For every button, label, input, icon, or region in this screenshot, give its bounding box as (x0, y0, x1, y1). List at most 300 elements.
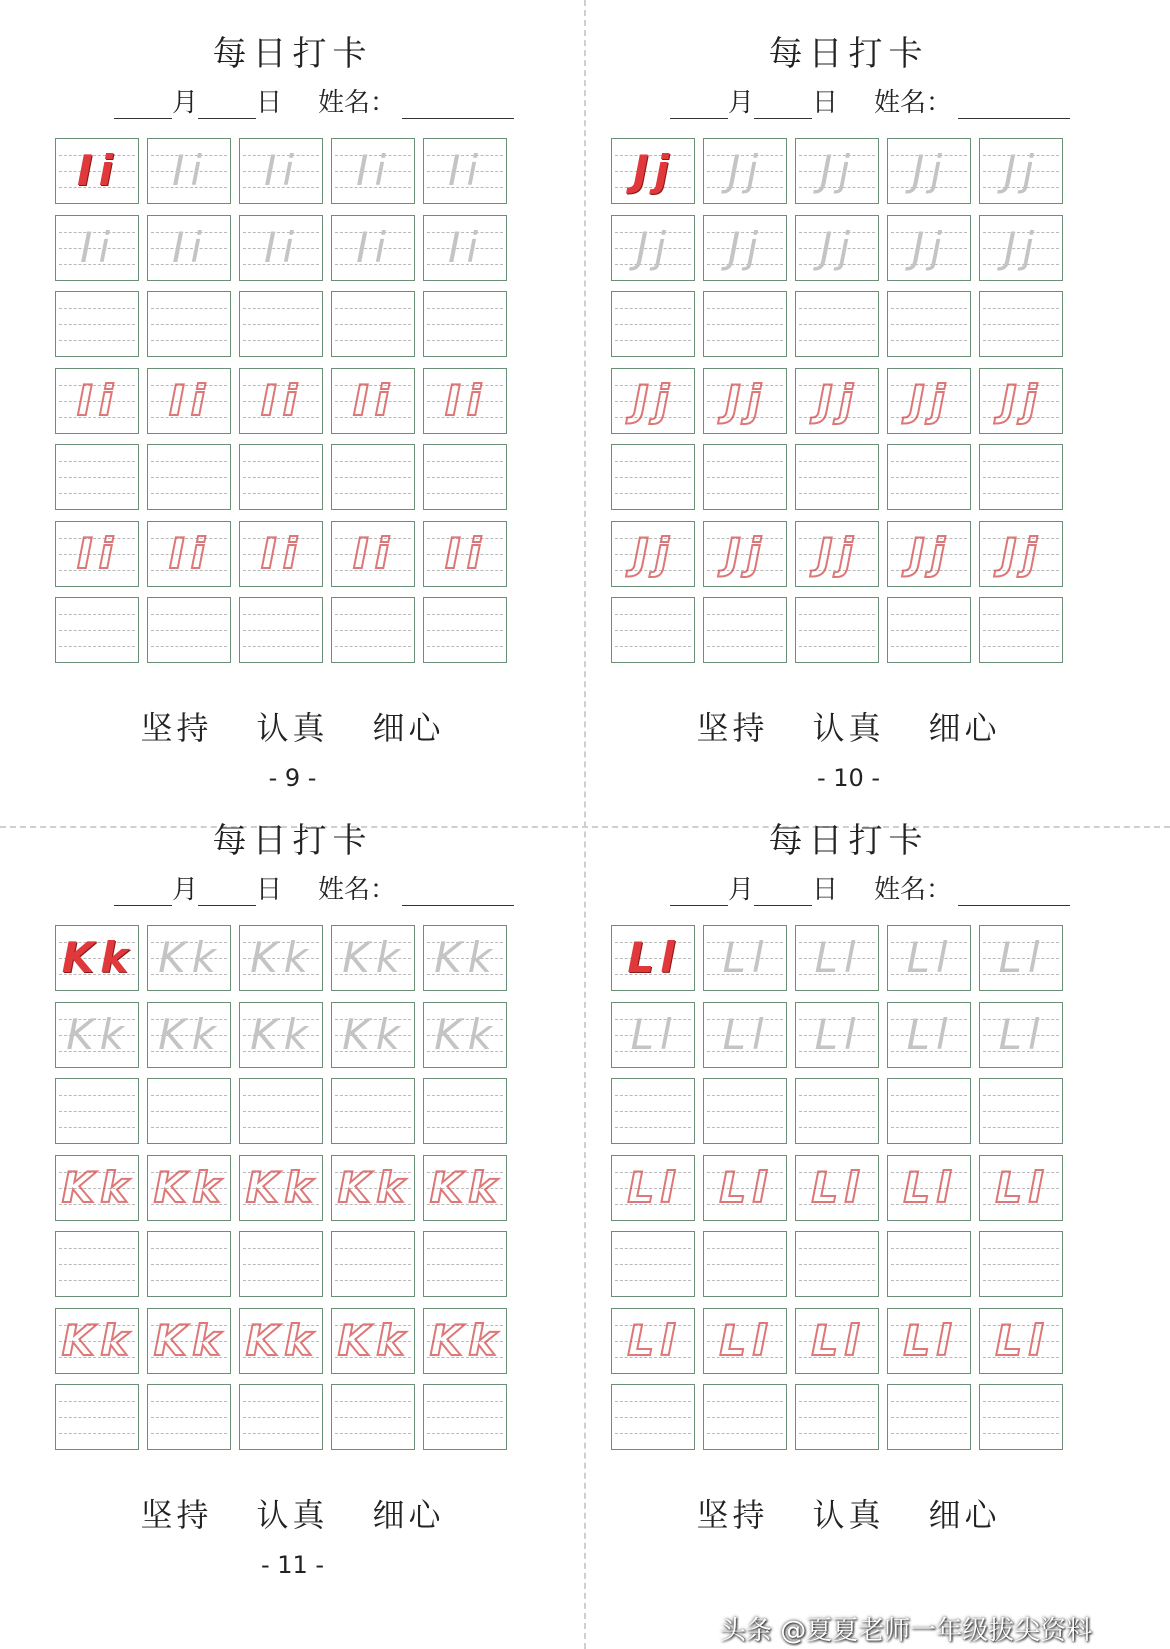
guide-line (707, 614, 783, 615)
blank-writing-cell[interactable] (795, 597, 879, 663)
trace-writing-cell[interactable] (979, 1002, 1063, 1068)
dot-letter-glyph: Kk (153, 1315, 227, 1365)
blank-writing-cell[interactable] (423, 1384, 507, 1450)
guide-line (427, 1248, 503, 1249)
blank-writing-cell[interactable] (331, 597, 415, 663)
blank-writing-cell[interactable] (147, 1384, 231, 1450)
guide-line (151, 1280, 227, 1281)
guide-line (891, 1111, 967, 1112)
blank-writing-cell[interactable] (239, 1384, 323, 1450)
trace-letter-glyph: Jj (635, 222, 673, 272)
guide-line (707, 1433, 783, 1434)
model-writing-cell[interactable] (611, 925, 695, 991)
month-blank[interactable] (114, 881, 172, 906)
trace-writing-cell[interactable] (147, 1002, 231, 1068)
dot-letter-glyph: Ii (352, 528, 396, 578)
name-blank[interactable] (402, 94, 514, 119)
dot-letter-glyph: Ii (168, 528, 212, 578)
guide-line (151, 493, 227, 494)
guide-line (59, 1127, 135, 1128)
guide-line (983, 630, 1059, 631)
blank-writing-cell[interactable] (239, 1078, 323, 1144)
model-writing-cell[interactable] (611, 138, 695, 204)
model-writing-cell[interactable] (887, 138, 971, 204)
dot-letter-glyph: Jj (632, 375, 676, 425)
model-writing-cell[interactable] (703, 138, 787, 204)
trace-letter-glyph: Jj (911, 146, 949, 195)
month-blank[interactable] (670, 881, 728, 906)
dot-letter-glyph: Kk (429, 1162, 503, 1212)
model-writing-cell[interactable] (887, 925, 971, 991)
model-writing-cell[interactable] (331, 138, 415, 204)
guide-line (799, 308, 875, 309)
dot-letter-glyph: Jj (908, 528, 952, 578)
guide-line (799, 1248, 875, 1249)
dot-letter-glyph: Kk (337, 1315, 411, 1365)
guide-line (799, 1095, 875, 1096)
name-blank[interactable] (958, 881, 1070, 906)
guide-line (151, 477, 227, 478)
blank-writing-cell[interactable] (611, 1078, 695, 1144)
dot-letter-glyph: Ii (168, 375, 212, 425)
blank-writing-cell[interactable] (147, 444, 231, 510)
blank-writing-cell[interactable] (611, 444, 695, 510)
guide-line (983, 646, 1059, 647)
guide-line (427, 340, 503, 341)
page-title: 每日打卡 (768, 821, 929, 861)
guide-line (335, 461, 411, 462)
guide-line (615, 477, 691, 478)
trace-writing-cell[interactable] (795, 1002, 879, 1068)
model-writing-cell[interactable] (147, 925, 231, 991)
month-label: 月 (172, 88, 199, 118)
month-blank[interactable] (670, 94, 728, 119)
dot-writing-cell[interactable] (239, 368, 323, 434)
guide-line (799, 1417, 875, 1418)
guide-line (891, 340, 967, 341)
guide-line (983, 1280, 1059, 1281)
dot-writing-cell[interactable] (703, 521, 787, 587)
trace-letter-glyph: Ll (630, 1009, 678, 1059)
dot-writing-cell[interactable] (795, 521, 879, 587)
name-blank[interactable] (958, 94, 1070, 119)
guide-line (799, 630, 875, 631)
guide-line (151, 308, 227, 309)
guide-line (427, 324, 503, 325)
guide-line (151, 1401, 227, 1402)
trace-writing-cell[interactable] (239, 215, 323, 281)
dot-writing-cell[interactable] (887, 521, 971, 587)
motto (0, 703, 585, 749)
trace-letter-glyph: Jj (819, 222, 857, 272)
blank-writing-cell[interactable] (887, 1078, 971, 1144)
blank-writing-cell[interactable] (423, 597, 507, 663)
blank-writing-cell[interactable] (55, 444, 139, 510)
blank-writing-cell[interactable] (703, 291, 787, 357)
trace-letter-glyph: Jj (1003, 222, 1041, 272)
blank-writing-cell[interactable] (331, 1384, 415, 1450)
dot-writing-cell[interactable] (147, 1155, 231, 1221)
trace-letter-glyph: Kk (250, 933, 314, 982)
motto (0, 1490, 585, 1536)
guide-line (799, 461, 875, 462)
guide-line (707, 324, 783, 325)
model-writing-cell[interactable] (979, 925, 1063, 991)
dot-writing-cell[interactable] (423, 368, 507, 434)
dot-writing-cell[interactable] (979, 1308, 1063, 1374)
blank-writing-cell[interactable] (55, 1384, 139, 1450)
dot-writing-cell[interactable] (979, 1155, 1063, 1221)
blank-writing-cell[interactable] (611, 1384, 695, 1450)
blank-writing-cell[interactable] (979, 1231, 1063, 1297)
trace-writing-cell[interactable] (55, 215, 139, 281)
guide-line (59, 1111, 135, 1112)
guide-line (983, 1248, 1059, 1249)
dot-writing-cell[interactable] (331, 521, 415, 587)
blank-writing-cell[interactable] (239, 597, 323, 663)
guide-line (615, 493, 691, 494)
trace-writing-cell[interactable] (703, 1002, 787, 1068)
dot-letter-glyph: Kk (245, 1162, 319, 1212)
guide-line (59, 324, 135, 325)
guide-line (615, 1264, 691, 1265)
blank-writing-cell[interactable] (979, 597, 1063, 663)
guide-line (615, 324, 691, 325)
guide-line (615, 1248, 691, 1249)
page-number: - 9 - (268, 764, 317, 792)
blank-writing-cell[interactable] (979, 291, 1063, 357)
dot-writing-cell[interactable] (703, 1155, 787, 1221)
guide-line (243, 1433, 319, 1434)
model-letter-glyph: Jj (632, 146, 676, 195)
guide-line (59, 340, 135, 341)
dot-writing-cell[interactable] (979, 368, 1063, 434)
page-3 (0, 787, 585, 1613)
blank-writing-cell[interactable] (55, 1231, 139, 1297)
dot-letter-glyph: Ll (995, 1315, 1049, 1365)
guide-line (891, 1433, 967, 1434)
model-writing-cell[interactable] (979, 138, 1063, 204)
day-blank[interactable] (198, 94, 256, 119)
guide-line (427, 493, 503, 494)
day-blank[interactable] (754, 94, 812, 119)
page-title: 每日打卡 (212, 821, 373, 861)
guide-line (335, 324, 411, 325)
dot-letter-glyph: Ii (444, 375, 488, 425)
dot-writing-cell[interactable] (239, 521, 323, 587)
guide-line (427, 630, 503, 631)
blank-writing-cell[interactable] (423, 291, 507, 357)
guide-line (243, 493, 319, 494)
blank-writing-cell[interactable] (795, 1231, 879, 1297)
day-blank[interactable] (754, 881, 812, 906)
guide-line (335, 1417, 411, 1418)
trace-writing-cell[interactable] (795, 215, 879, 281)
guide-line (59, 308, 135, 309)
guide-line (243, 1248, 319, 1249)
guide-line (983, 1433, 1059, 1434)
guide-line (615, 1417, 691, 1418)
blank-writing-cell[interactable] (239, 291, 323, 357)
trace-letter-glyph: Ll (906, 1009, 954, 1059)
guide-line (59, 1401, 135, 1402)
motto-word: 认真 (256, 709, 329, 747)
blank-writing-cell[interactable] (423, 1078, 507, 1144)
guide-line (983, 614, 1059, 615)
trace-writing-cell[interactable] (611, 215, 695, 281)
blank-writing-cell[interactable] (331, 1231, 415, 1297)
dot-letter-glyph: Ll (995, 1162, 1049, 1212)
guide-line (243, 1127, 319, 1128)
guide-line (151, 461, 227, 462)
dot-writing-cell[interactable] (55, 1308, 139, 1374)
blank-writing-cell[interactable] (423, 444, 507, 510)
dot-letter-glyph: Jj (816, 528, 860, 578)
blank-writing-cell[interactable] (611, 597, 695, 663)
guide-line (799, 614, 875, 615)
blank-writing-cell[interactable] (703, 1231, 787, 1297)
name-label: 姓名： (874, 88, 953, 118)
dot-writing-cell[interactable] (887, 1155, 971, 1221)
guide-line (799, 1280, 875, 1281)
guide-line (243, 614, 319, 615)
trace-letter-glyph: Ll (998, 933, 1046, 982)
guide-line (707, 477, 783, 478)
model-writing-cell[interactable] (239, 138, 323, 204)
guide-line (59, 646, 135, 647)
trace-writing-cell[interactable] (423, 215, 507, 281)
trace-letter-glyph: Kk (434, 1009, 498, 1059)
blank-writing-cell[interactable] (147, 291, 231, 357)
guide-line (891, 1248, 967, 1249)
blank-writing-cell[interactable] (331, 444, 415, 510)
blank-writing-cell[interactable] (795, 291, 879, 357)
model-writing-cell[interactable] (239, 925, 323, 991)
blank-writing-cell[interactable] (979, 1078, 1063, 1144)
name-label: 姓名： (874, 875, 953, 905)
date-name-line (670, 82, 1070, 116)
blank-writing-cell[interactable] (703, 1078, 787, 1144)
blank-writing-cell[interactable] (239, 444, 323, 510)
dot-writing-cell[interactable] (55, 521, 139, 587)
watermark: 头条 @夏夏老师一年级拔尖资料 (720, 1616, 1093, 1646)
blank-writing-cell[interactable] (795, 1384, 879, 1450)
dot-writing-cell[interactable] (795, 1308, 879, 1374)
name-label: 姓名： (318, 875, 397, 905)
guide-line (243, 324, 319, 325)
motto-word: 坚持 (140, 709, 213, 747)
dot-writing-cell[interactable] (147, 1308, 231, 1374)
blank-writing-cell[interactable] (147, 597, 231, 663)
dot-writing-cell[interactable] (703, 1308, 787, 1374)
guide-line (335, 1433, 411, 1434)
trace-letter-glyph: Ll (814, 933, 862, 982)
trace-letter-glyph: Jj (911, 222, 949, 272)
motto (556, 703, 1141, 749)
dot-letter-glyph: Jj (816, 375, 860, 425)
dot-writing-cell[interactable] (611, 1308, 695, 1374)
model-writing-cell[interactable] (147, 138, 231, 204)
dot-writing-cell[interactable] (703, 368, 787, 434)
guide-line (615, 1280, 691, 1281)
date-name-line (670, 869, 1070, 903)
trace-writing-cell[interactable] (887, 1002, 971, 1068)
blank-writing-cell[interactable] (331, 1078, 415, 1144)
trace-letter-glyph: Jj (727, 146, 765, 195)
dot-writing-cell[interactable] (331, 1308, 415, 1374)
trace-letter-glyph: Jj (1003, 146, 1041, 195)
guide-line (335, 630, 411, 631)
dot-letter-glyph: Ll (719, 1315, 773, 1365)
trace-writing-cell[interactable] (147, 215, 231, 281)
blank-writing-cell[interactable] (887, 291, 971, 357)
trace-writing-cell[interactable] (331, 215, 415, 281)
dot-writing-cell[interactable] (611, 521, 695, 587)
dot-writing-cell[interactable] (147, 368, 231, 434)
guide-line (151, 324, 227, 325)
trace-writing-cell[interactable] (55, 1002, 139, 1068)
dot-writing-cell[interactable] (331, 1155, 415, 1221)
dot-writing-cell[interactable] (55, 1155, 139, 1221)
trace-writing-cell[interactable] (887, 215, 971, 281)
day-blank[interactable] (198, 881, 256, 906)
guide-line (707, 1417, 783, 1418)
guide-line (891, 646, 967, 647)
trace-writing-cell[interactable] (979, 215, 1063, 281)
blank-writing-cell[interactable] (331, 291, 415, 357)
dot-writing-cell[interactable] (423, 1308, 507, 1374)
model-writing-cell[interactable] (795, 138, 879, 204)
blank-writing-cell[interactable] (887, 444, 971, 510)
guide-line (615, 1111, 691, 1112)
guide-line (427, 614, 503, 615)
guide-line (59, 461, 135, 462)
guide-line (615, 646, 691, 647)
model-letter-glyph: Ii (76, 146, 120, 195)
blank-writing-cell[interactable] (887, 1231, 971, 1297)
guide-line (707, 1127, 783, 1128)
trace-letter-glyph: Ii (171, 146, 209, 195)
model-writing-cell[interactable] (55, 138, 139, 204)
guide-line (615, 308, 691, 309)
blank-writing-cell[interactable] (55, 597, 139, 663)
trace-writing-cell[interactable] (423, 1002, 507, 1068)
guide-line (243, 1417, 319, 1418)
guide-line (335, 1280, 411, 1281)
blank-writing-cell[interactable] (423, 1231, 507, 1297)
dot-letter-glyph: Ll (719, 1162, 773, 1212)
dot-writing-cell[interactable] (887, 1308, 971, 1374)
guide-line (335, 308, 411, 309)
guide-line (983, 1401, 1059, 1402)
guide-line (151, 646, 227, 647)
dot-writing-cell[interactable] (239, 1155, 323, 1221)
blank-writing-cell[interactable] (147, 1231, 231, 1297)
guide-line (335, 493, 411, 494)
blank-writing-cell[interactable] (611, 1231, 695, 1297)
trace-writing-cell[interactable] (703, 215, 787, 281)
dot-writing-cell[interactable] (887, 368, 971, 434)
blank-writing-cell[interactable] (703, 444, 787, 510)
dot-writing-cell[interactable] (611, 1155, 695, 1221)
model-writing-cell[interactable] (423, 138, 507, 204)
dot-writing-cell[interactable] (239, 1308, 323, 1374)
month-label: 月 (172, 875, 199, 905)
dot-writing-cell[interactable] (55, 368, 139, 434)
blank-writing-cell[interactable] (703, 1384, 787, 1450)
guide-line (427, 1127, 503, 1128)
month-blank[interactable] (114, 94, 172, 119)
blank-writing-cell[interactable] (703, 597, 787, 663)
trace-letter-glyph: Ll (722, 1009, 770, 1059)
blank-writing-cell[interactable] (979, 1384, 1063, 1450)
blank-writing-cell[interactable] (979, 444, 1063, 510)
guide-line (335, 1248, 411, 1249)
dot-letter-glyph: Jj (1000, 375, 1044, 425)
motto-word: 坚持 (140, 1496, 213, 1534)
guide-line (707, 1111, 783, 1112)
guide-line (59, 493, 135, 494)
trace-writing-cell[interactable] (239, 1002, 323, 1068)
guide-line (335, 1401, 411, 1402)
blank-writing-cell[interactable] (147, 1078, 231, 1144)
guide-line (151, 1095, 227, 1096)
model-writing-cell[interactable] (703, 925, 787, 991)
blank-writing-cell[interactable] (239, 1231, 323, 1297)
dot-writing-cell[interactable] (147, 521, 231, 587)
blank-writing-cell[interactable] (55, 291, 139, 357)
trace-writing-cell[interactable] (611, 1002, 695, 1068)
guide-line (983, 1264, 1059, 1265)
dot-writing-cell[interactable] (423, 1155, 507, 1221)
guide-line (891, 1264, 967, 1265)
guide-line (799, 1264, 875, 1265)
blank-writing-cell[interactable] (611, 291, 695, 357)
dot-writing-cell[interactable] (795, 1155, 879, 1221)
dot-writing-cell[interactable] (331, 368, 415, 434)
guide-line (243, 646, 319, 647)
guide-line (891, 1280, 967, 1281)
dot-letter-glyph: Ll (903, 1162, 957, 1212)
name-blank[interactable] (402, 881, 514, 906)
dot-writing-cell[interactable] (423, 521, 507, 587)
trace-writing-cell[interactable] (331, 1002, 415, 1068)
dot-writing-cell[interactable] (795, 368, 879, 434)
guide-line (59, 1280, 135, 1281)
guide-line (615, 461, 691, 462)
guide-line (799, 1111, 875, 1112)
model-writing-cell[interactable] (423, 925, 507, 991)
model-writing-cell[interactable] (55, 925, 139, 991)
motto-word: 细心 (372, 709, 445, 747)
guide-line (151, 1433, 227, 1434)
motto-word: 认真 (812, 709, 885, 747)
blank-writing-cell[interactable] (795, 444, 879, 510)
blank-writing-cell[interactable] (887, 1384, 971, 1450)
dot-writing-cell[interactable] (979, 521, 1063, 587)
model-writing-cell[interactable] (331, 925, 415, 991)
blank-writing-cell[interactable] (887, 597, 971, 663)
blank-writing-cell[interactable] (55, 1078, 139, 1144)
dot-writing-cell[interactable] (611, 368, 695, 434)
dot-letter-glyph: Ll (627, 1315, 681, 1365)
model-letter-glyph: Ll (627, 933, 681, 982)
dot-letter-glyph: Kk (153, 1162, 227, 1212)
guide-line (799, 340, 875, 341)
blank-writing-cell[interactable] (795, 1078, 879, 1144)
model-writing-cell[interactable] (795, 925, 879, 991)
guide-line (427, 1417, 503, 1418)
